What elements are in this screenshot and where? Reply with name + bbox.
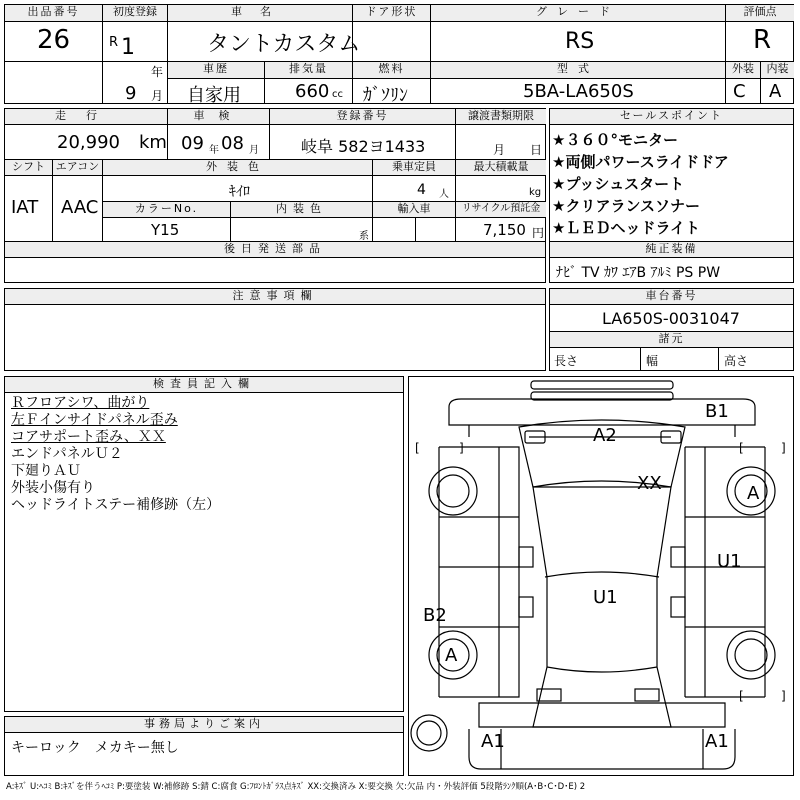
model-value: 5BA-LA650S (523, 81, 634, 102)
sales-point-item: ★ＬＥＤヘッドライト (552, 219, 700, 237)
chassis-number: LA650S-0031047 (602, 309, 740, 328)
exterior-label: 外装 (726, 62, 760, 78)
inspector-note-line: 外装小傷有り (11, 480, 95, 496)
caution-label: 注意事項欄 (5, 289, 545, 304)
month-value: 9 (125, 83, 137, 104)
office-notice-label: 事務局よりご案内 (5, 717, 403, 732)
inspection-month-unit: 月 (249, 145, 259, 156)
ext-color-value: ｷｲﾛ (229, 184, 250, 200)
office-notice-block (4, 716, 404, 776)
max-load-label: 最大積載量 (456, 160, 546, 175)
displacement-value: 660 (295, 81, 330, 102)
inspection-label: 車検 (168, 109, 269, 124)
sales-point-item: ★クリアランスソナー (552, 197, 700, 215)
exterior-grade: C (733, 81, 746, 102)
damage-mark: A (747, 483, 760, 504)
first-registration-label: 初度登録 (103, 5, 167, 21)
inspector-note-line: 左Ｆインサイドパネル歪み (11, 412, 178, 428)
recycle-label: リサイクル預託金 (456, 202, 546, 217)
inspector-note-line: ヘッドライトステー補修跡（左） (11, 497, 221, 513)
width-label: 幅 (646, 354, 659, 368)
height-label: 高さ (724, 354, 749, 368)
reg-number-label: 登録番号 (270, 109, 455, 124)
interior-label: 内装 (761, 62, 794, 78)
bracket: [ (739, 689, 744, 703)
damage-mark: U1 (593, 587, 618, 608)
chassis-label: 車台番号 (550, 289, 793, 304)
sales-point-item: ★プッシュスタート (552, 175, 685, 193)
max-load-unit: kg (529, 187, 542, 198)
interior-grade: A (769, 81, 782, 102)
capacity-unit: 人 (439, 189, 449, 200)
era-year: 1 (121, 35, 135, 60)
mileage-unit: km (139, 132, 167, 153)
ac-value: AAC (61, 197, 99, 218)
history-label: 車歴 (168, 62, 264, 78)
inspection-year-unit: 年 (209, 145, 219, 156)
damage-mark: A (445, 645, 458, 666)
legend-text: A:ｷｽﾞ U:ﾍｺﾐ B:ｷｽﾞを伴うﾍｺﾐ P:要塗装 W:補修跡 S:錆 C:腐食 G:ﾌﾛﾝﾄｶﾞﾗｽ点ｷｽﾞ XX:交換済み X:要交換 欠:欠品 内・外装評価 5段階ﾗﾝｸ順(A･B･C･D･E) 2 (6, 782, 586, 792)
fuel-label: 燃料 (353, 62, 430, 78)
shift-value: IAT (11, 197, 39, 218)
damage-mark: B2 (423, 605, 447, 626)
damage-mark: A1 (481, 731, 505, 752)
inspector-note-line: エンドパネルＵ２ (11, 446, 123, 462)
car-name-label: 車名 (168, 5, 352, 21)
car-name: タントカスタム (207, 32, 361, 57)
sales-point-item: ★両側パワースライドドア (552, 153, 729, 171)
lot-number-label: 出品番号 (5, 5, 102, 21)
displacement-unit: cc (332, 89, 343, 100)
mileage-label: 走行 (5, 109, 167, 124)
inspection-year: 09 (181, 133, 204, 154)
sales-points-label: セールスポイント (550, 109, 793, 124)
bracket: ] (781, 689, 786, 703)
score-label: 評価点 (726, 5, 794, 21)
length-label: 長さ (554, 354, 579, 368)
ac-label: エアコン (53, 160, 102, 175)
import-label: 輸入車 (373, 202, 455, 217)
year-unit: 年 (151, 65, 164, 79)
capacity-value: 4 (417, 182, 426, 198)
grade-label: グレード (431, 5, 725, 21)
displacement-label: 排気量 (265, 62, 352, 78)
lot-number: 26 (37, 25, 71, 55)
equipment-value: ﾅﾋﾞ TV ｶﾜ ｴｱB ｱﾙﾐ PS PW (556, 265, 721, 281)
sales-points-block (549, 108, 794, 283)
bracket: ] (781, 441, 786, 455)
inspection-month: 08 (221, 133, 244, 154)
capacity-label: 乗車定員 (373, 160, 455, 175)
damage-mark: A1 (705, 731, 729, 752)
recycle-unit: 円 (532, 226, 545, 240)
header-block (4, 4, 794, 104)
color-no-value: Y15 (151, 221, 180, 239)
damage-mark: XX (637, 473, 662, 494)
later-parts-label: 後日発送部品 (5, 242, 545, 257)
inspector-note-line: 下廻りＡＵ (11, 463, 81, 479)
int-color-label: 内装色 (231, 202, 372, 217)
car-damage-diagram (408, 376, 794, 776)
sales-point-item: ★３６０°モニター (552, 131, 678, 149)
transfer-day-unit: 日 (530, 143, 543, 157)
damage-mark: U1 (717, 551, 742, 572)
inspector-notes-block (4, 376, 404, 712)
inspector-notes-label: 検査員記入欄 (5, 377, 403, 392)
int-color-unit: 系 (359, 231, 369, 242)
damage-mark: A2 (593, 425, 617, 446)
door-label: ドア形状 (353, 5, 430, 21)
ext-color-label: 外装色 (103, 160, 372, 175)
specs-label: 諸元 (550, 332, 793, 347)
bracket: [ (739, 441, 744, 455)
color-no-label: カラーNo. (103, 202, 230, 217)
bracket: ] (459, 441, 464, 455)
vehicle-info-block (4, 108, 546, 283)
bracket: [ (415, 441, 420, 455)
reg-number: 岐阜 582ヨ1433 (301, 137, 426, 156)
score-value: R (753, 25, 772, 55)
shift-label: シフト (5, 160, 52, 175)
history-value: 自家用 (187, 85, 241, 106)
transfer-month-unit: 月 (493, 143, 506, 157)
office-notice-text: キーロック メカキー無し (11, 740, 179, 756)
transfer-deadline-label: 譲渡書類期限 (456, 109, 546, 124)
chassis-block (549, 288, 794, 371)
model-label: 型式 (431, 62, 725, 78)
fuel-value: ｶﾞｿﾘﾝ (363, 85, 408, 106)
recycle-value: 7,150 (483, 221, 526, 239)
month-unit: 月 (151, 89, 164, 103)
caution-block (4, 288, 546, 371)
era-mark: R (109, 35, 119, 50)
equipment-label: 純正装備 (550, 242, 793, 257)
mileage-value: 20,990 (57, 132, 120, 153)
inspector-note-line: Ｒフロアシワ、曲がり (11, 395, 150, 411)
damage-mark: B1 (705, 401, 729, 422)
grade-value: RS (565, 29, 595, 54)
inspector-note-line: コアサポート歪み、ＸＸ (11, 429, 166, 445)
